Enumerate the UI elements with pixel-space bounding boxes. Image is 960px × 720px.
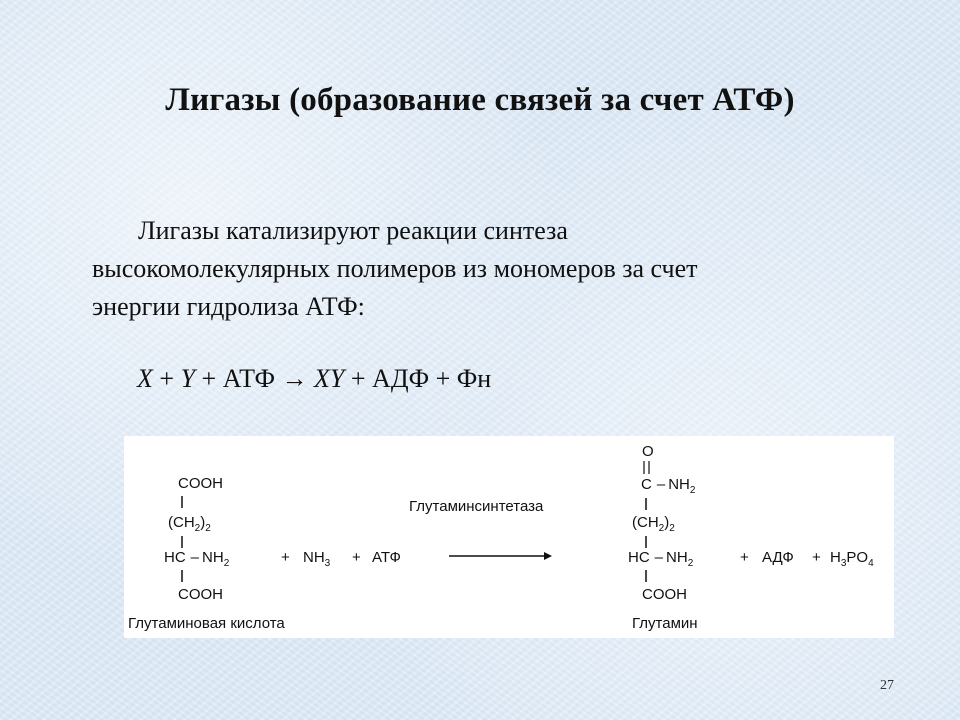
glu-name: Глутаминовая кислота: [128, 615, 285, 632]
atp-reagent: АТФ: [372, 549, 401, 566]
eq-x: X: [137, 364, 153, 393]
reaction-scheme-svg: [124, 436, 894, 638]
paragraph-line-3: энергии гидролиза АТФ:: [92, 292, 365, 321]
reaction-equation: [137, 364, 491, 394]
eq-xy: XY: [307, 364, 345, 393]
phosphoric-acid-product: $H_3PO_4$: [830, 549, 874, 569]
eq-products: + АДФ + Фн: [344, 364, 492, 393]
nh3-reagent: $NH_3$: [303, 549, 331, 569]
paragraph-line-2: высокомолекулярных полимеров из мономеров за счет: [92, 254, 698, 283]
gln-carbonyl-o: O: [642, 443, 654, 460]
eq-plus: +: [152, 364, 181, 393]
adp-product: АДФ: [762, 549, 794, 566]
paragraph-line-1: Лигазы катализируют реакции синтеза: [138, 216, 568, 245]
gln-alpha-carbon: HC – $NH_2$: [628, 549, 694, 569]
page-number: 27: [880, 678, 894, 693]
gln-ch2-group: $(CH_2)_2$: [632, 514, 675, 534]
slide-title: Лигазы (образование связей за счет АТФ): [165, 82, 795, 118]
plus-sign: +: [281, 549, 290, 566]
gln-cooh: COOH: [642, 586, 687, 603]
eq-arrow: →: [281, 364, 308, 393]
glu-alpha-carbon: HC – $NH_2$: [164, 549, 230, 569]
eq-y: Y: [180, 364, 196, 393]
glu-cooh-top: COOH: [178, 475, 223, 492]
reaction-scheme: [124, 436, 894, 638]
glu-cooh-bottom: COOH: [178, 586, 223, 603]
plus-sign: +: [740, 549, 749, 566]
reaction-arrow-head: [544, 552, 552, 560]
gln-name: Глутамин: [632, 615, 698, 632]
plus-sign: +: [352, 549, 361, 566]
glu-ch2-group: $(CH_2)_2$: [168, 514, 211, 534]
body-paragraph: [92, 212, 852, 326]
plus-sign: +: [812, 549, 821, 566]
gln-amide-carbon: C – $NH_2$: [641, 476, 696, 496]
enzyme-label: Глутаминсинтетаза: [409, 498, 544, 515]
eq-atp: + АТФ: [195, 364, 282, 393]
